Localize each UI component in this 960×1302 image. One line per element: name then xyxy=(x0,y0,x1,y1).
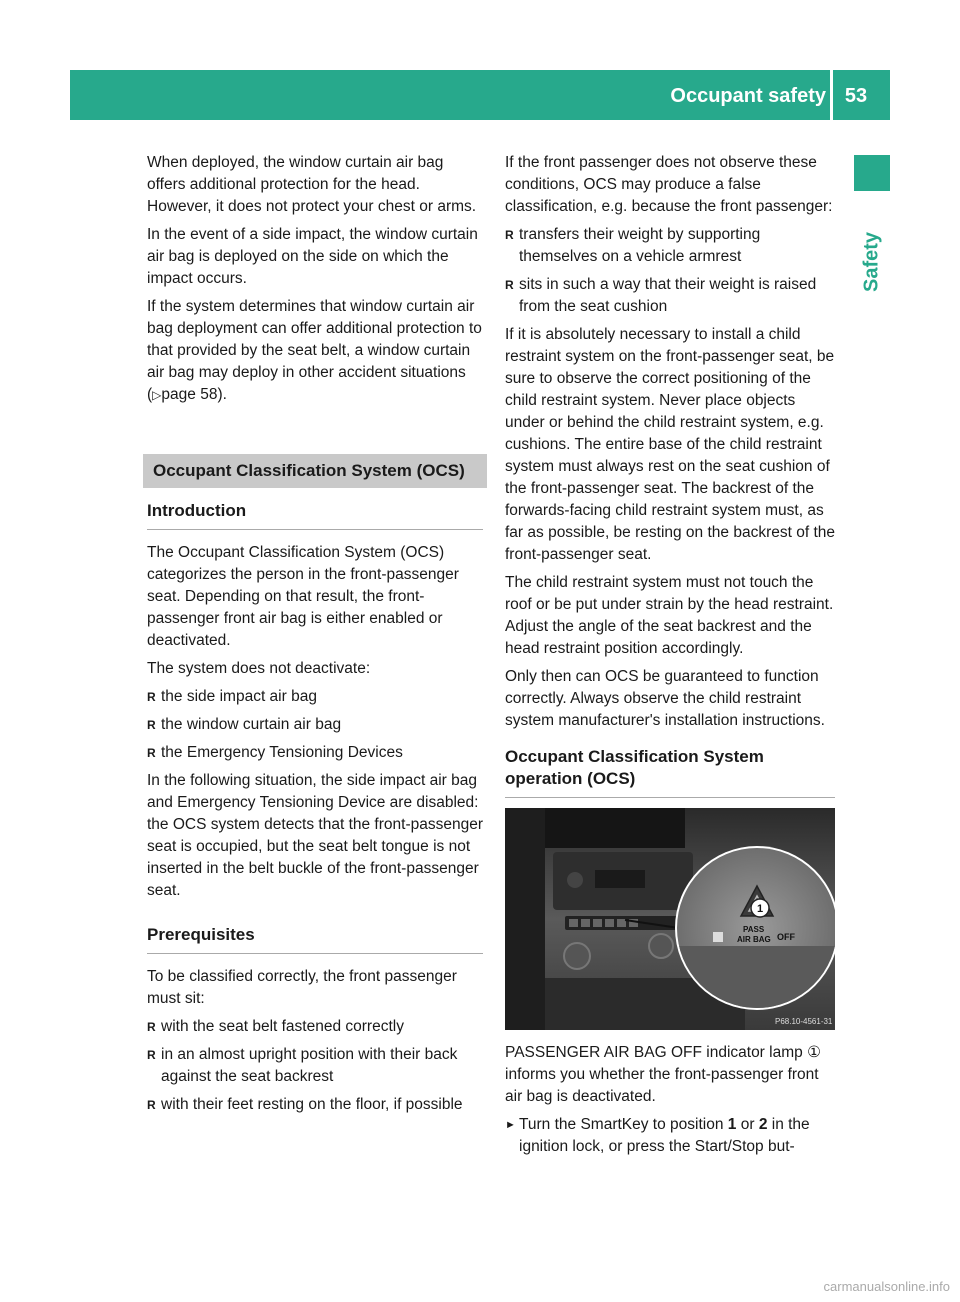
paragraph: In the following situation, the side impact air bag and Emergency Tensioning Device are disabled: the OCS system detects that the front-passenger seat is occupied, but the seat belt tongue is not inserted in the belt buckle of the front-passenger seat. xyxy=(147,772,483,899)
subsection-heading: Introduction xyxy=(147,500,483,530)
caption: PASSENGER AIR BAG OFF indicator lamp ① informs you whether the front-passenger front air bag is deactivated. xyxy=(505,1044,821,1105)
paragraph: The system does not deactivate: xyxy=(147,660,371,677)
subsection-heading: Prerequisites xyxy=(147,924,483,954)
list-item: R sits in such a way that their weight is raised from the seat cushion xyxy=(505,276,817,315)
bullet-icon: R xyxy=(147,1048,156,1062)
paragraph: When deployed, the window curtain air bag offers additional protection for the head. However, it does not protect your chest or arms. xyxy=(147,154,477,215)
watermark: carmanualsonline.info xyxy=(823,1279,950,1294)
callout-number: 1 xyxy=(756,903,764,915)
list-item: R the side impact air bag xyxy=(147,686,483,708)
page-ref-arrow-icon: ▷ xyxy=(152,388,162,402)
bullet-icon: R xyxy=(147,718,156,732)
list-item: R the window curtain air bag xyxy=(147,714,483,736)
paragraph-text: ). xyxy=(217,386,227,403)
paragraph: If the front passenger does not observe these conditions, OCS may produce a false classification, e.g. because the front passenger: xyxy=(505,154,833,215)
paragraph: Only then can OCS be guaranteed to function correctly. Always observe the child restraint system manufacturer's installation instructions. xyxy=(505,668,825,729)
left-column xyxy=(147,152,483,1122)
list-item: R in an almost upright position with their back against the seat backrest xyxy=(147,1046,458,1085)
paragraph: The child restraint system must not touch the roof or be put under strain by the head restraint. Adjust the angle of the seat backrest and the head restraint position accordingly. xyxy=(505,574,834,657)
paragraph: To be classified correctly, the front passenger must sit: xyxy=(147,968,457,1007)
instruction-step: ► Turn the SmartKey to position 1 or 2 in the ignition lock, or press the Start/Stop but- xyxy=(505,1116,810,1155)
list-item: R with their feet resting on the floor, if possible xyxy=(147,1094,483,1116)
right-column xyxy=(505,152,835,1164)
bullet-icon: R xyxy=(147,1098,156,1112)
page-number: 53 xyxy=(844,85,868,107)
paragraph xyxy=(147,296,483,406)
bullet-icon: R xyxy=(147,690,156,704)
section-heading: Occupant Classification System (OCS) xyxy=(143,454,487,488)
list-item: R the Emergency Tensioning Devices xyxy=(147,742,483,764)
bullet-icon: R xyxy=(147,1020,156,1034)
chapter-marker xyxy=(854,155,890,191)
paragraph: The Occupant Classification System (OCS) categorizes the person in the front-passenger seat. Depending on that result, the front-passenger front air bag is either enabled or deactivated. xyxy=(147,544,459,649)
chapter-label: Safety xyxy=(860,231,883,293)
image-code: P68.10-4561-31 xyxy=(775,1017,833,1026)
lamp-label-line1: PASS xyxy=(743,925,765,934)
bullet-icon: R xyxy=(505,228,514,242)
list-item: R transfers their weight by supporting themselves on a vehicle armrest xyxy=(505,226,761,265)
paragraph: In the event of a side impact, the window curtain air bag is deployed on the side on which the impact occurs. xyxy=(147,226,478,287)
dashboard-photo xyxy=(505,808,835,1030)
step-arrow-icon: ► xyxy=(505,1119,516,1131)
paragraph-text: If the system determines that window curtain air bag deployment can offer additional protection to that provided by the seat belt, a window curtain air bag may deploy in other accident situations ( xyxy=(147,298,482,403)
paragraph: If it is absolutely necessary to install a child restraint system on the front-passenger seat, be sure to observe the correct positioning of the child restraint system. Never place objects under or behind the child restraint system, e.g. cushions. The entire base of the child restraint system must always rest on the seat cushion of the front-passenger seat. The backrest of the forwards-facing child restraint system must, as far as possible, be resting on the backrest of the front-passenger seat. xyxy=(505,326,835,563)
lamp-label-line2: AIR BAG xyxy=(737,935,771,944)
subsection-heading: Occupant Classification System operation (OCS) xyxy=(505,746,835,798)
page-reference-link[interactable]: page 58 xyxy=(161,386,218,403)
lamp-label-off: OFF xyxy=(777,932,795,942)
bullet-icon: R xyxy=(505,278,514,292)
header-divider xyxy=(830,70,833,120)
list-item: R with the seat belt fastened correctly xyxy=(147,1016,483,1038)
bullet-icon: R xyxy=(147,746,156,760)
callout-1-icon: ① xyxy=(807,1044,821,1061)
section-title: Occupant safety xyxy=(670,85,826,107)
